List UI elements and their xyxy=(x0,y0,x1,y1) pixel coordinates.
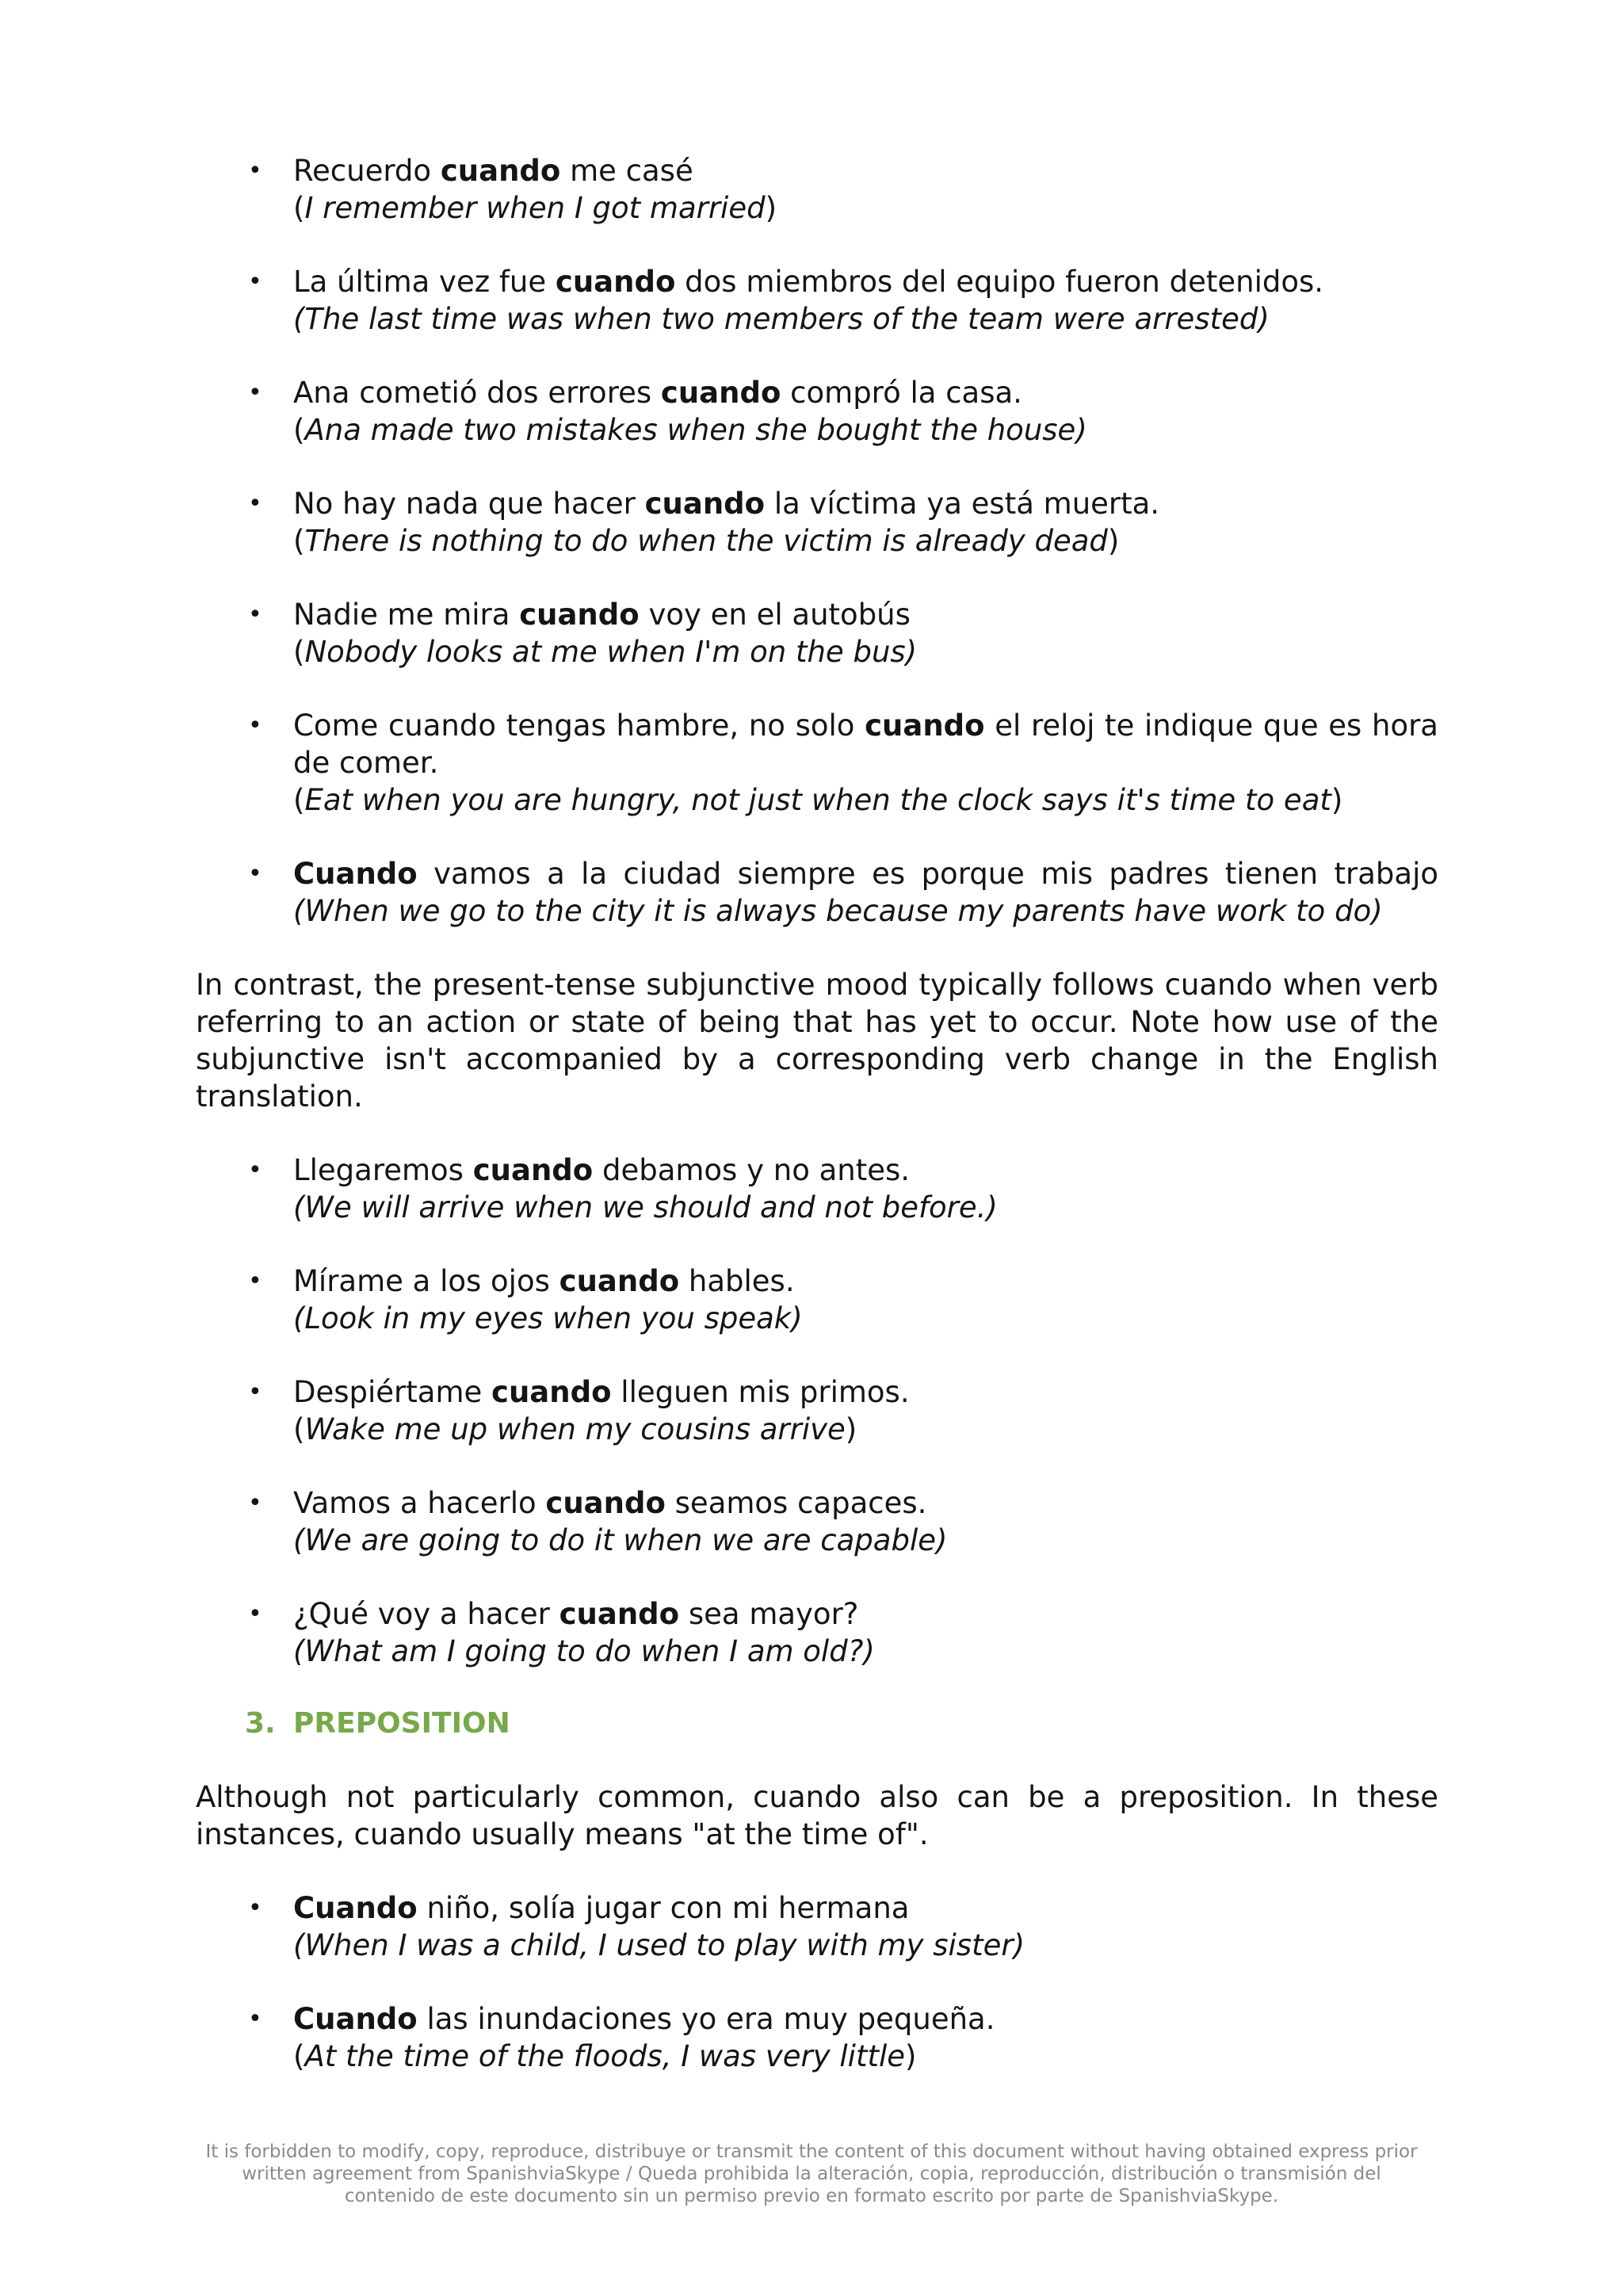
list-item xyxy=(196,152,1438,227)
subjunctive-examples-list xyxy=(196,1152,1438,1670)
english-translation: (Eat when you are hungry, not just when the clock says it's time to eat) xyxy=(293,783,1343,817)
list-item xyxy=(196,1889,1438,1964)
list-item xyxy=(196,374,1438,449)
spanish-sentence: Cuando niño, solía jugar con mi hermana xyxy=(293,1891,910,1925)
subjunctive-paragraph: In contrast, the present-tense subjunctive mood typically follows cuando when verb referring to an action or state of being that has yet to occur. Note how use of the subjunctive isn't accompanied by a corresponding verb change in the English translation. xyxy=(196,968,1438,1114)
bullet-icon: • xyxy=(248,860,262,888)
preterite-examples-list xyxy=(196,152,1438,930)
bullet-icon: • xyxy=(248,601,262,628)
footer-line: contenido de este documento sin un permiso previo en formato escrito por parte de SpanishviaSkype. xyxy=(344,2186,1279,2206)
list-item xyxy=(196,2000,1438,2075)
spanish-sentence: Nadie me mira cuando voy en el autobús xyxy=(293,598,911,632)
bullet-icon: • xyxy=(248,1600,262,1628)
english-translation: (Look in my eyes when you speak) xyxy=(293,1301,803,1335)
spanish-sentence: Come cuando tengas hambre, no solo cuando el reloj te indique que es hora de comer. xyxy=(293,709,1438,780)
english-translation: (The last time was when two members of the team were arrested) xyxy=(293,302,1270,336)
bullet-icon: • xyxy=(248,157,262,185)
footer-line: written agreement from SpanishviaSkype / Queda prohibida la alteración, copia, reproducción, distribución o transmisión del xyxy=(242,2164,1381,2184)
spanish-sentence: Llegaremos cuando debamos y no antes. xyxy=(293,1153,911,1187)
list-item xyxy=(196,596,1438,670)
section-heading-preposition xyxy=(245,1705,1438,1742)
bullet-icon: • xyxy=(248,1267,262,1295)
spanish-sentence: La última vez fue cuando dos miembros del equipo fueron detenidos. xyxy=(293,265,1324,299)
list-item xyxy=(196,1152,1438,1226)
english-translation: (We will arrive when we should and not before.) xyxy=(293,1190,998,1224)
list-item xyxy=(196,263,1438,338)
bullet-icon: • xyxy=(248,1489,262,1517)
bullet-icon: • xyxy=(248,2005,262,2033)
english-translation: (What am I going to do when I am old?) xyxy=(293,1634,875,1668)
section-number: 3. xyxy=(245,1707,276,1740)
bullet-icon: • xyxy=(248,712,262,739)
spanish-sentence: Ana cometió dos errores cuando compró la casa. xyxy=(293,376,1022,410)
english-translation: (Ana made two mistakes when she bought the house) xyxy=(293,413,1087,447)
english-translation: (Wake me up when my cousins arrive) xyxy=(293,1412,857,1446)
spanish-sentence: No hay nada que hacer cuando la víctima ya está muerta. xyxy=(293,487,1160,521)
english-translation: (When we go to the city it is always because my parents have work to do) xyxy=(293,894,1383,928)
spanish-sentence: Mírame a los ojos cuando hables. xyxy=(293,1264,795,1298)
spanish-sentence: Recuerdo cuando me casé xyxy=(293,154,693,188)
bullet-icon: • xyxy=(248,1894,262,1922)
list-item xyxy=(196,855,1438,930)
copyright-footer xyxy=(190,2141,1433,2207)
spanish-sentence: Vamos a hacerlo cuando seamos capaces. xyxy=(293,1486,927,1520)
english-translation: (I remember when I got married) xyxy=(293,191,777,225)
list-item xyxy=(196,1484,1438,1559)
document-content xyxy=(196,152,1438,2111)
spanish-sentence: Cuando vamos a la ciudad siempre es porque mis padres tienen trabajo xyxy=(293,857,1438,891)
bullet-icon: • xyxy=(248,379,262,407)
english-translation: (When I was a child, I used to play with my sister) xyxy=(293,1928,1025,1962)
english-translation: (At the time of the floods, I was very little) xyxy=(293,2039,917,2073)
english-translation: (We are going to do it when we are capable) xyxy=(293,1523,948,1557)
list-item xyxy=(196,485,1438,560)
list-item xyxy=(196,1263,1438,1337)
bullet-icon: • xyxy=(248,1378,262,1406)
english-translation: (Nobody looks at me when I'm on the bus) xyxy=(293,635,918,669)
preposition-paragraph: Although not particularly common, cuando also can be a preposition. In these instances, cuando usually means "at the time of". xyxy=(196,1780,1438,1851)
list-item xyxy=(196,1595,1438,1670)
footer-line: It is forbidden to modify, copy, reproduce, distribuye or transmit the content of this document without having obtained express prior xyxy=(205,2141,1418,2162)
bullet-icon: • xyxy=(248,490,262,518)
section-title-text: PREPOSITION xyxy=(293,1707,510,1740)
bullet-icon: • xyxy=(248,268,262,296)
spanish-sentence: Cuando las inundaciones yo era muy pequeña. xyxy=(293,2002,995,2036)
spanish-sentence: ¿Qué voy a hacer cuando sea mayor? xyxy=(293,1597,859,1631)
list-item xyxy=(196,1373,1438,1448)
english-translation: (There is nothing to do when the victim is already dead) xyxy=(293,524,1120,558)
preposition-examples-list xyxy=(196,1889,1438,2075)
bullet-icon: • xyxy=(248,1156,262,1184)
spanish-sentence: Despiértame cuando lleguen mis primos. xyxy=(293,1375,910,1409)
list-item xyxy=(196,707,1438,819)
